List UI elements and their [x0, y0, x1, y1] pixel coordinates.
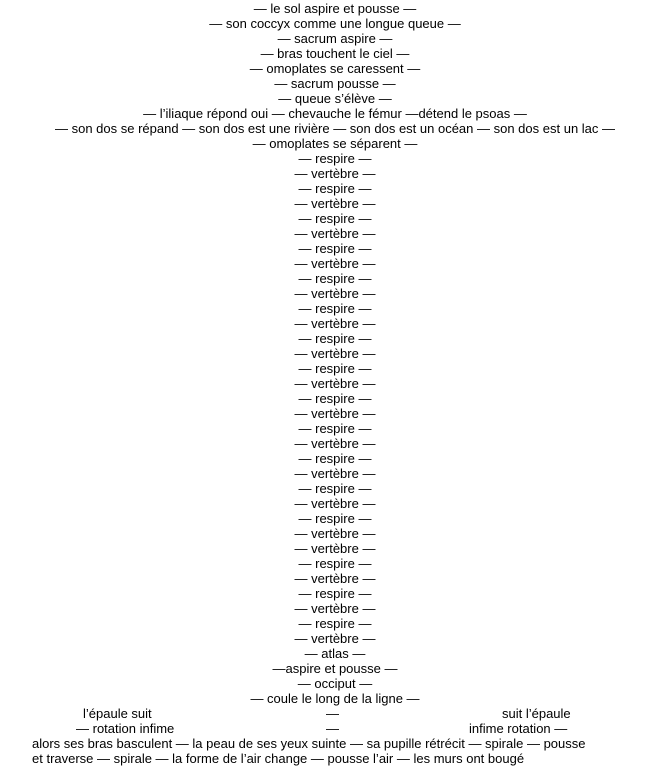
poem-line: — respire — [298, 301, 372, 316]
poem-line: — respire — [298, 151, 372, 166]
final-line: alors ses bras basculent — la peau de ses yeux suinte — sa pupille rétrécit — spirale — pousse [32, 736, 586, 751]
poem-line: — vertèbre — [294, 346, 376, 361]
poem-line: — respire — [298, 586, 372, 601]
poem-line: — vertèbre — [294, 571, 376, 586]
poem-line: — vertèbre — [294, 466, 376, 481]
poem-line: — le sol aspire et pousse — [253, 1, 417, 16]
split-center-dash: — [326, 706, 339, 721]
poem-line: — vertèbre — [294, 316, 376, 331]
centered-lines [0, 1, 670, 706]
poem-line: — vertèbre — [294, 376, 376, 391]
poem-line: — coule le long de la ligne — [250, 691, 420, 706]
split-line-shoulder [0, 706, 670, 721]
poem-line: — respire — [298, 481, 372, 496]
poem-line: — respire — [298, 421, 372, 436]
poem-line: — vertèbre — [294, 541, 376, 556]
poem-line: — respire — [298, 616, 372, 631]
poem-line: — respire — [298, 241, 372, 256]
poem-line: —aspire et pousse — [272, 661, 398, 676]
poem-line: — vertèbre — [294, 286, 376, 301]
poem-line: — omoplates se séparent — [252, 136, 418, 151]
poem-line: — vertèbre — [294, 631, 376, 646]
poem-line: — vertèbre — [294, 256, 376, 271]
poem-line: — son dos se répand — son dos est une rivière — son dos est un océan — son dos est un lac — [54, 121, 616, 136]
poem-line: — sacrum pousse — [274, 76, 396, 91]
poem-line: — respire — [298, 271, 372, 286]
poem-line: — l’iliaque répond oui — chevauche le fémur —détend le psoas — [143, 106, 527, 121]
poem-line: — respire — [298, 556, 372, 571]
poem-line: — queue s’élève — [278, 91, 392, 106]
poem-line: — son coccyx comme une longue queue — [209, 16, 461, 31]
poem-line: — omoplates se caressent — [249, 61, 421, 76]
poem-line: — respire — [298, 211, 372, 226]
poem-line: — vertèbre — [294, 436, 376, 451]
poem-line: — respire — [298, 361, 372, 376]
poem-line: — vertèbre — [294, 601, 376, 616]
poem-line: — vertèbre — [294, 406, 376, 421]
poem [0, 1, 670, 766]
poem-line: — respire — [298, 451, 372, 466]
poem-line: — respire — [298, 181, 372, 196]
final-line: et traverse — spirale — la forme de l’air change — pousse l’air — les murs ont bougé [32, 751, 525, 766]
split-line-rotation [0, 721, 670, 736]
poem-line: — occiput — [297, 676, 373, 691]
poem-line: — vertèbre — [294, 196, 376, 211]
split-right-text: infime rotation — [469, 721, 568, 736]
poem-line: — sacrum aspire — [277, 31, 393, 46]
split-left-text: — rotation infime [76, 721, 175, 736]
poem-line: — respire — [298, 331, 372, 346]
poem-line: — vertèbre — [294, 166, 376, 181]
poem-line: — vertèbre — [294, 526, 376, 541]
poem-line: — respire — [298, 511, 372, 526]
poem-line: — vertèbre — [294, 496, 376, 511]
split-center-dash: — [326, 721, 339, 736]
poem-line: — vertèbre — [294, 226, 376, 241]
split-right-text: suit l’épaule [502, 706, 571, 721]
poem-line: — bras touchent le ciel — [260, 46, 410, 61]
poem-line: — respire — [298, 391, 372, 406]
split-left-text: l’épaule suit [83, 706, 152, 721]
poem-line: — atlas — [304, 646, 366, 661]
